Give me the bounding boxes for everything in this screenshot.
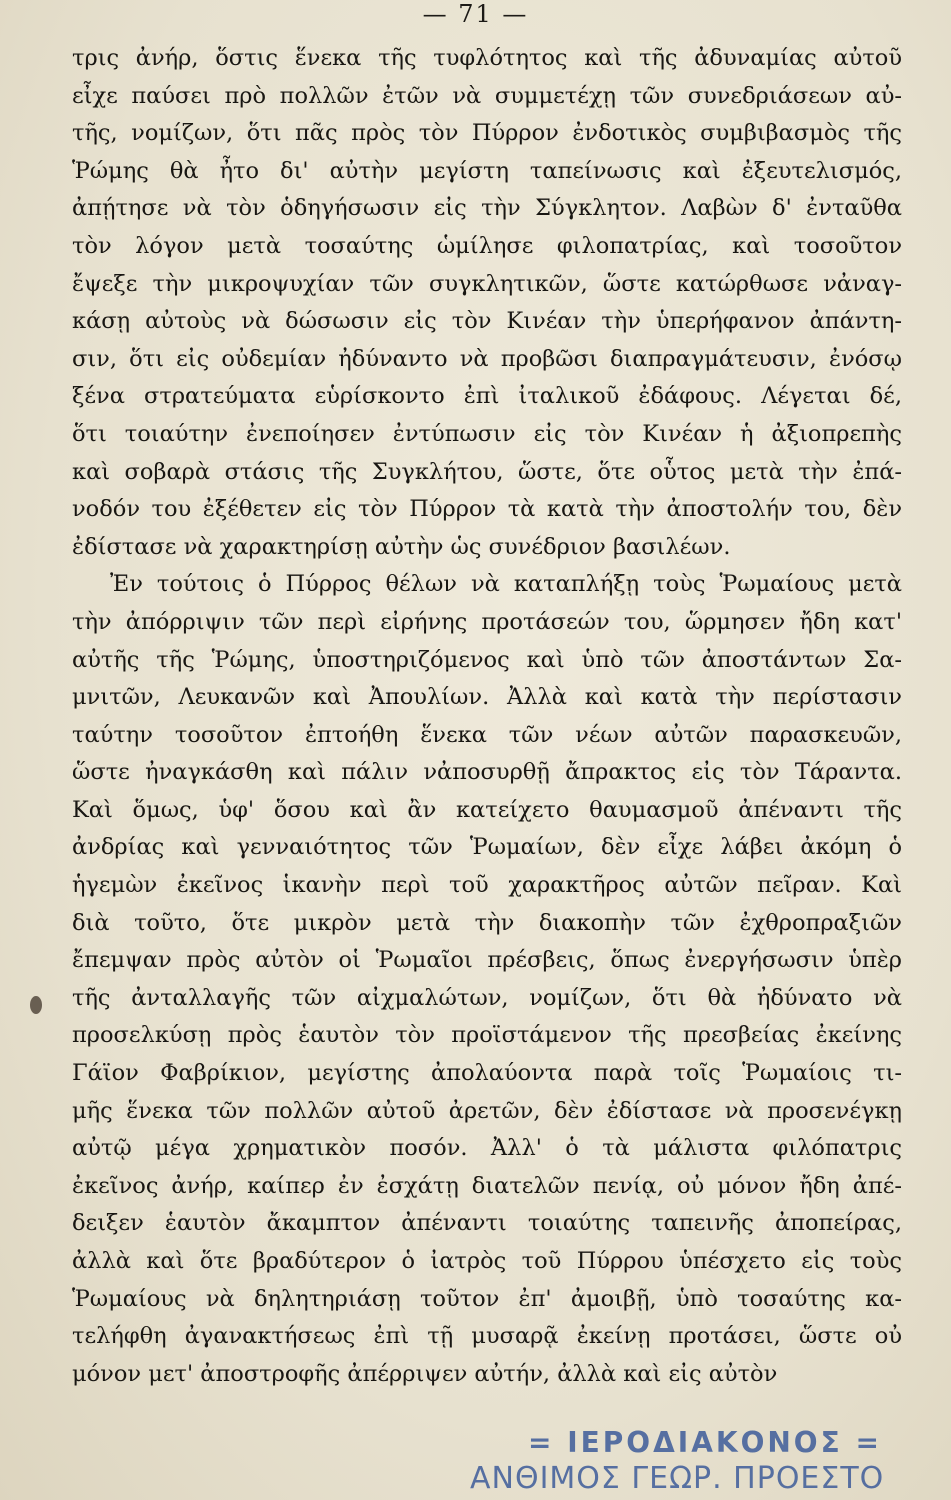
text-line: σιν, ὅτι εἰς οὐδεμίαν ἠδύναντο νὰ προβῶσι διαπραγμάτευσιν, ἐνόσῳ <box>72 345 902 372</box>
text-line: ἀνδρίας καὶ γενναιότητος τῶν Ῥωμαίων, δὲν εἶχε λάβει ἀκόμη ὁ <box>72 834 902 861</box>
text-line: ὅτι τοιαύτην ἐνεποίησεν ἐντύπωσιν εἰς τὸν Κινέαν ἡ ἀξιοπρεπὴς <box>72 420 902 447</box>
text-line: τὸν λόγον μετὰ τοσαύτης ὡμίλησε φιλοπατρίας, καὶ τοσοῦτον <box>72 232 902 259</box>
text-line: προσελκύσῃ πρὸς ἑαυτὸν τὸν προϊστάμενον τῆς πρεσβείας ἐκείνης <box>72 1022 902 1049</box>
text-line: ἐδίστασε νὰ χαρακτηρίσῃ αὐτὴν ὡς συνέδριον βασιλέων. <box>72 533 731 560</box>
text-line: τρις ἀνήρ, ὅστις ἕνεκα τῆς τυφλότητος καὶ τῆς ἀδυναμίας αὐτοῦ <box>72 45 902 71</box>
text-line: Ῥωμαίους νὰ δηλητηριάσῃ τοῦτον ἐπ' ἀμοιβῇ, ὑπὸ τοσαύτης κα- <box>72 1285 902 1312</box>
text-line: ταύτην τοσοῦτον ἐπτοήθη ἕνεκα τῶν νέων αὐτῶν παρασκευῶν, <box>72 721 902 748</box>
text-line: εἶχε παύσει πρὸ πολλῶν ἐτῶν νὰ συμμετέχῃ τῶν συνεδριάσεων αὐ- <box>72 82 902 109</box>
text-line: μνιτῶν, Λευκανῶν καὶ Ἀπουλίων. Ἀλλὰ καὶ κατὰ τὴν περίστασιν <box>72 684 902 711</box>
owner-stamp <box>470 1426 940 1496</box>
stamp-line-1: = ΙΕΡΟΔΙΑΚΟΝΟΣ = <box>528 1426 882 1459</box>
text-line: διὰ τοῦτο, ὅτε μικρὸν μετὰ τὴν διακοπὴν τῶν ἐχθροπραξιῶν <box>72 909 902 936</box>
text-line: καὶ σοβαρὰ στάσις τῆς Συγκλήτου, ὥστε, ὅτε οὗτος μετὰ τὴν ἐπά- <box>72 458 902 485</box>
text-line: Ῥώμης θὰ ἦτο δι' αὐτὴν μεγίστη ταπείνωσις καὶ ἐξευτελισμός, <box>72 157 902 184</box>
text-line: τὴν ἀπόρριψιν τῶν περὶ εἰρήνης προτάσεών του, ὥρμησεν ἤδη κατ' <box>72 608 902 635</box>
text-line: μῆς ἕνεκα τῶν πολλῶν αὐτοῦ ἀρετῶν, δὲν ἐδίστασε νὰ προσενέγκῃ <box>72 1097 902 1124</box>
text-line: ἐκεῖνος ἀνήρ, καίπερ ἐν ἐσχάτῃ διατελῶν πενίᾳ, οὐ μόνον ἤδη ἀπέ- <box>72 1172 902 1199</box>
text-line: αὐτῷ μέγα χρηματικὸν ποσόν. Ἀλλ' ὁ τὰ μάλιστα φιλόπατρις <box>72 1135 902 1162</box>
text-line: ἡγεμὼν ἐκεῖνος ἱκανὴν περὶ τοῦ χαρακτῆρος αὐτῶν πεῖραν. Καὶ <box>72 872 902 899</box>
text-line: μόνον μετ' ἀποστροφῆς ἀπέρριψεν αὐτήν, ἀλλὰ καὶ εἰς αὐτὸν <box>72 1360 778 1387</box>
text-line: ἀλλὰ καὶ ὅτε βραδύτερον ὁ ἰατρὸς τοῦ Πύρρου ὑπέσχετο εἰς τοὺς <box>72 1248 902 1274</box>
text-line: τῆς, νομίζων, ὅτι πᾶς πρὸς τὸν Πύρρον ἐνδοτικὸς συμβιβασμὸς τῆς <box>72 120 902 147</box>
page-text <box>72 40 902 1393</box>
text-line: ἔπεμψαν πρὸς αὐτὸν οἱ Ῥωμαῖοι πρέσβεις, ὅπως ἐνεργήσωσιν ὑπὲρ <box>72 947 902 974</box>
text-line: κάσῃ αὐτοὺς νὰ δώσωσιν εἰς τὸν Κινέαν τὴν ὑπερήφανον ἀπάντη- <box>72 308 902 335</box>
ink-blot <box>30 996 42 1014</box>
text-line: ἀπῄτησε νὰ τὸν ὁδηγήσωσιν εἰς τὴν Σύγκλητον. Λαβὼν δ' ἐνταῦθα <box>72 195 902 222</box>
text-line: Καὶ ὅμως, ὑφ' ὅσου καὶ ἂν κατείχετο θαυμασμοῦ ἀπέναντι τῆς <box>72 796 902 823</box>
page-number: — 71 — <box>422 0 529 28</box>
paragraph-2 <box>72 566 902 1393</box>
text-line: Γάϊον Φαβρίκιον, μεγίστης ἀπολαύοντα παρὰ τοῖς Ῥωμαίοις τι- <box>72 1060 902 1087</box>
stamp-line-2: ΑΝΘΙΜΟΣ ΓΕΩΡ. ΠΡΟΕΣΤΟ <box>470 1461 885 1496</box>
text-line: ξένα στρατεύματα εὑρίσκοντο ἐπὶ ἰταλικοῦ ἐδάφους. Λέγεται δέ, <box>72 383 902 410</box>
text-line: νοδόν του ἐξέθετεν εἰς τὸν Πύρρον τὰ κατὰ τὴν ἀποστολήν του, δὲν <box>72 496 902 523</box>
text-line: Ἐν τούτοις ὁ Πύρρος θέλων νὰ καταπλήξῃ τοὺς Ῥωμαίους μετὰ <box>110 571 902 598</box>
text-line: ὥστε ἠναγκάσθη καὶ πάλιν νἀποσυρθῇ ἄπρακτος εἰς τὸν Τάραντα. <box>72 759 902 786</box>
text-line: αὐτῆς τῆς Ῥώμης, ὑποστηριζόμενος καὶ ὑπὸ τῶν ἀποστάντων Σα- <box>72 646 902 673</box>
text-line: τῆς ἀνταλλαγῆς τῶν αἰχμαλώτων, νομίζων, ὅτι θὰ ἠδύνατο νὰ <box>72 984 902 1011</box>
paragraph-1 <box>72 40 902 566</box>
text-line: δειξεν ἑαυτὸν ἄκαμπτον ἀπέναντι τοιαύτης ταπεινῆς ἀποπείρας, <box>72 1210 902 1237</box>
text-line: ἔψεξε τὴν μικροψυχίαν τῶν συγκλητικῶν, ὥστε κατώρθωσε νἀναγ- <box>72 270 902 297</box>
text-line: τελήφθη ἀγανακτήσεως ἐπὶ τῇ μυσαρᾷ ἐκείνῃ προτάσει, ὥστε οὐ <box>72 1323 902 1350</box>
